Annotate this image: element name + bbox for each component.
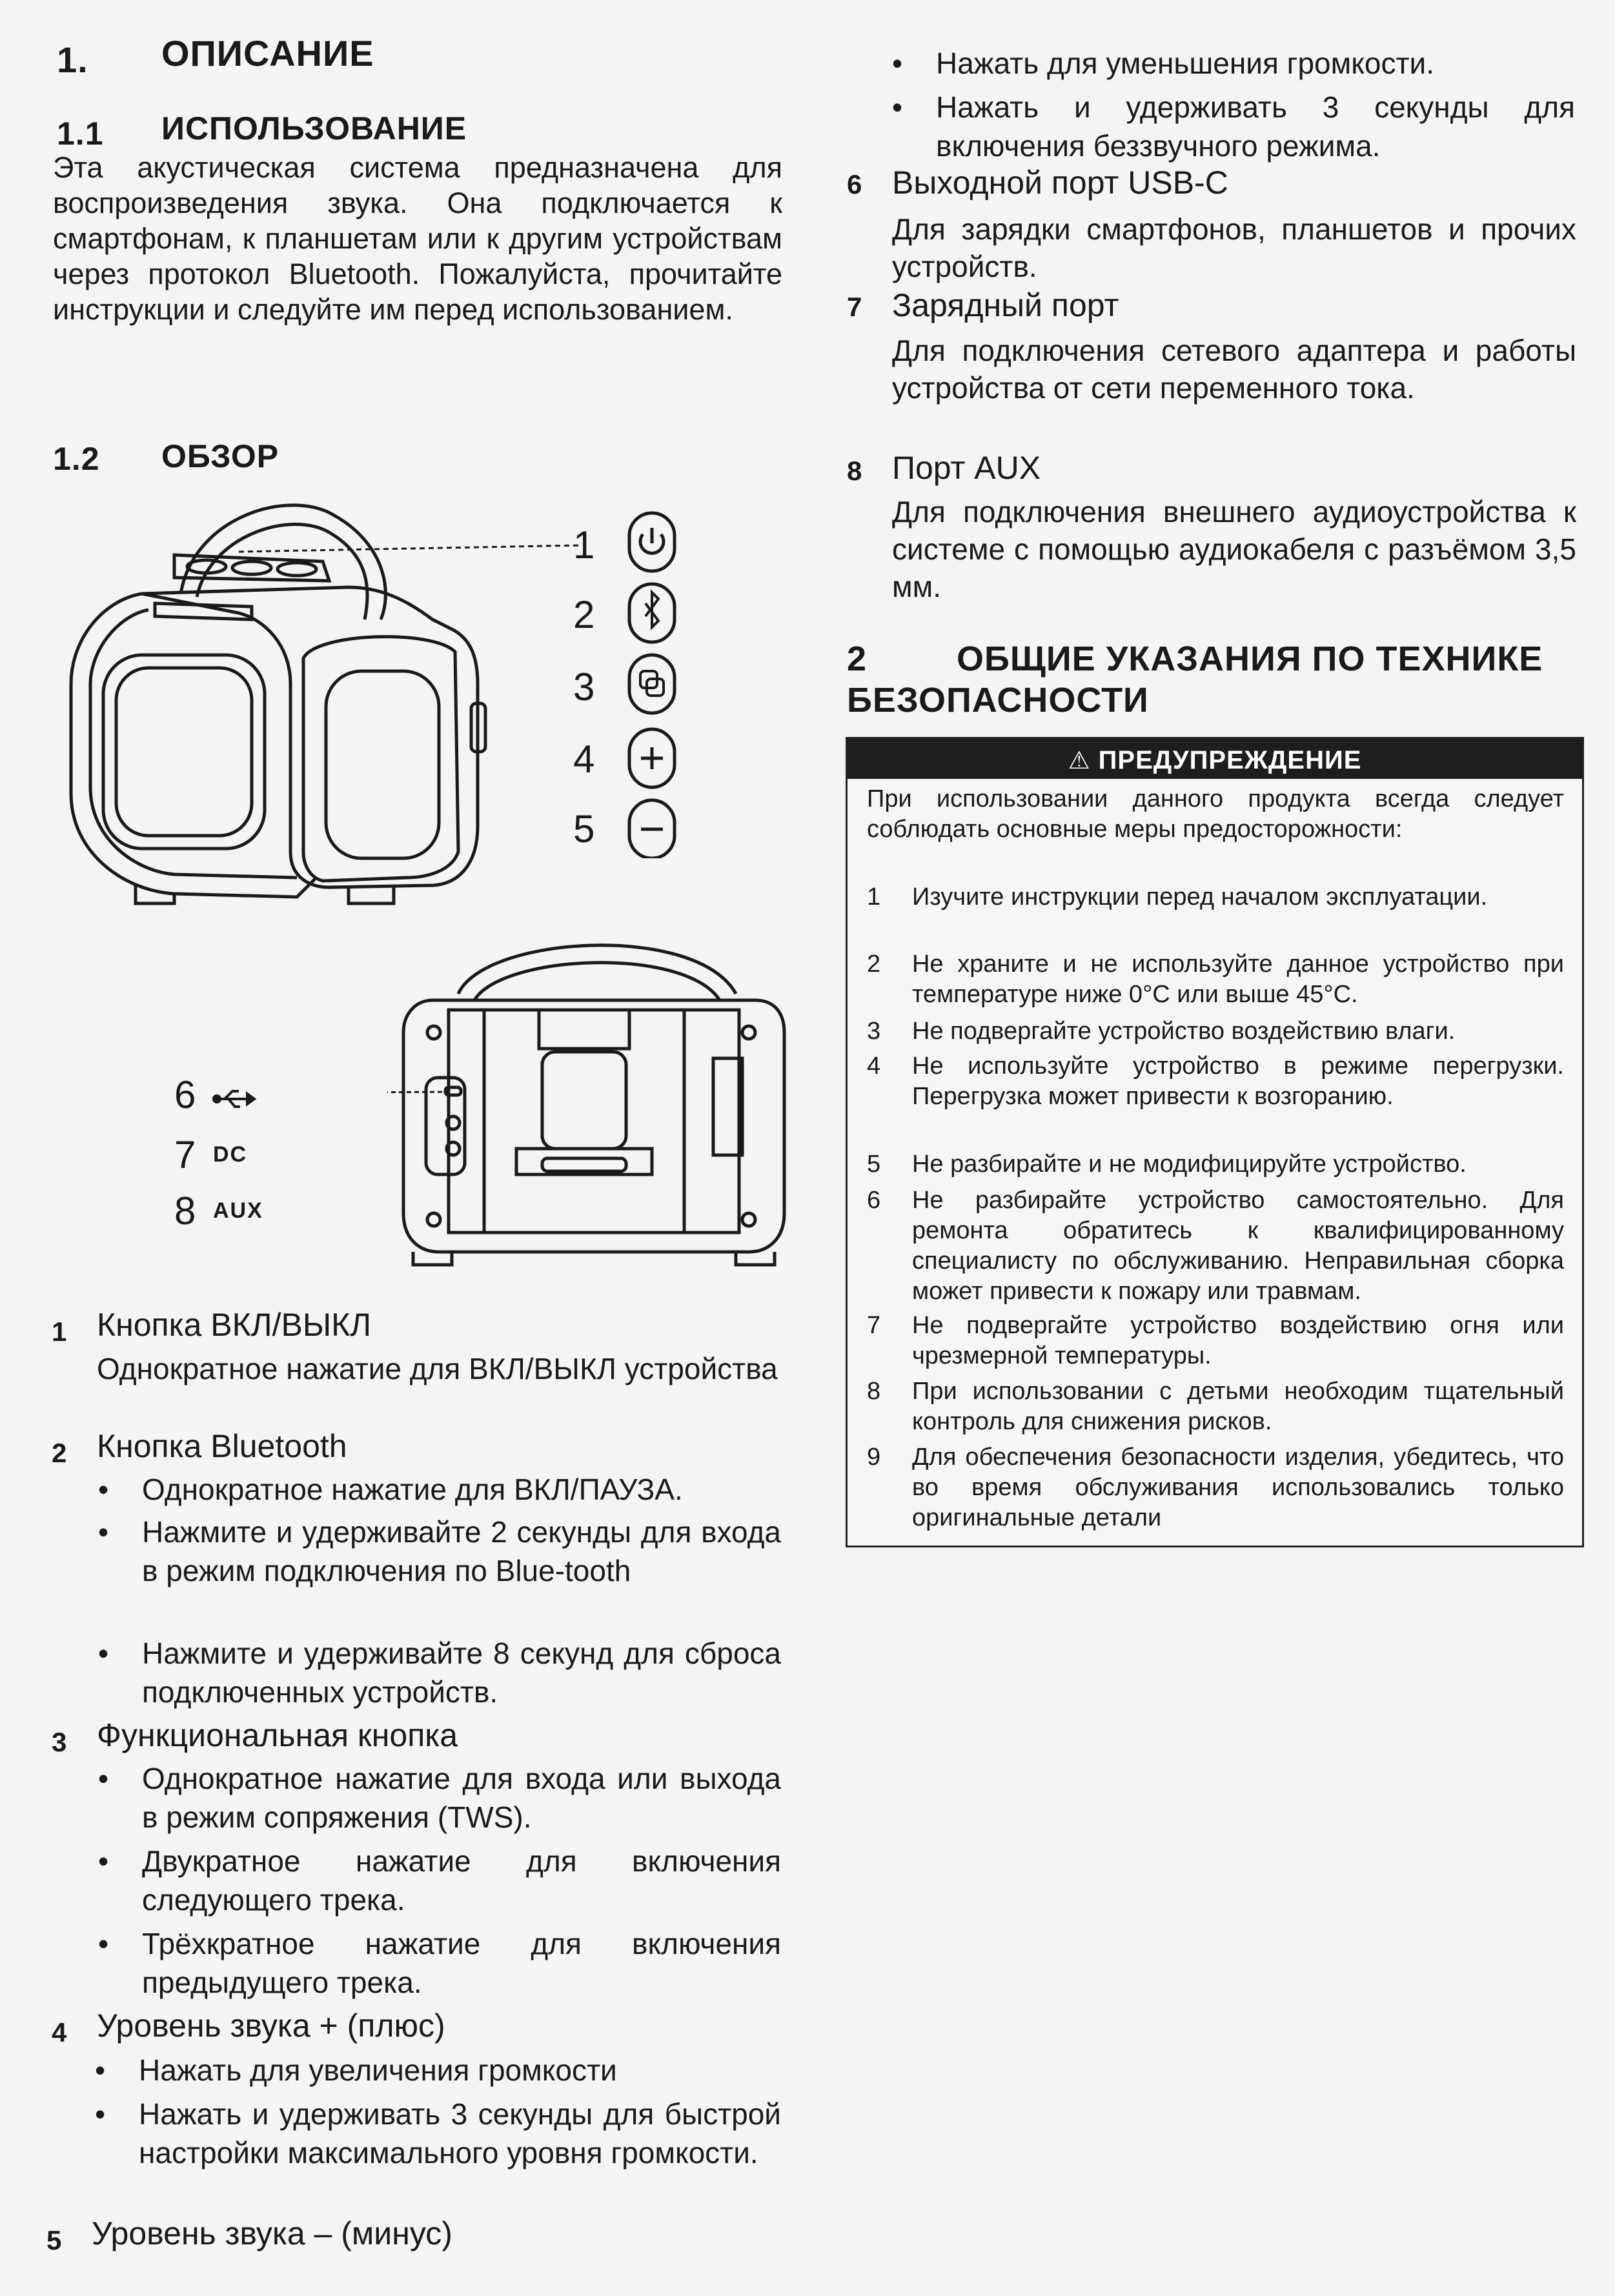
warning-item-number: 3 xyxy=(867,1018,881,1045)
diagram-label-1: 1 xyxy=(573,523,595,567)
section-1-1-title: ИСПОЛЬЗОВАНИЕ xyxy=(161,110,467,146)
warning-header-text: ПРЕДУПРЕЖДЕНИЕ xyxy=(1098,746,1362,774)
aux-port-label: AUX xyxy=(213,1198,263,1223)
warning-item-text: Изучите инструкции перед началом эксплуатации. xyxy=(912,883,1488,911)
item-2-number: 2 xyxy=(52,1438,67,1468)
warning-item-text: Не храните и не используйте данное устройство при температуре ниже 0°C или выше 45°C. xyxy=(912,951,1564,1008)
section-1-1-number: 1.1 xyxy=(57,116,104,152)
item-3-bullet-1: • Однократное нажатие для входа или выхода в режим сопряжения (TWS). xyxy=(142,1759,781,1837)
diagram-label-5: 5 xyxy=(573,807,595,851)
speaker-rear-diagram xyxy=(387,929,800,1278)
bluetooth-icon xyxy=(645,592,658,627)
item-7-title: Зарядный порт xyxy=(892,287,1119,323)
diagram-label-8: 8 xyxy=(174,1189,196,1233)
warning-item-number: 1 xyxy=(867,883,881,911)
warning-item-text: Для обеспечения безопасности изделия, убедитесь, что во время обслуживания использовались только оригинальные детали xyxy=(912,1444,1564,1531)
item-4-bullet-2: • Нажать и удерживать 3 секунды для быстрой настройки максимального уровня громкости. xyxy=(139,2095,781,2172)
warning-box xyxy=(846,737,1584,1547)
section-2-number: 2 xyxy=(847,639,868,678)
section-1-1-text: Эта акустическая система предназначена для воспроизведения звука. Она подключается к смартфонам, к планшетам или к другим устройствам через протокол Bluetooth. Пожалуйста, прочитайте инструкции и следуйте им перед использованием. xyxy=(53,151,782,326)
item-5-number: 5 xyxy=(46,2225,62,2255)
diagram-label-2: 2 xyxy=(573,593,595,636)
section-1-heading xyxy=(57,39,88,81)
diagram-label-4: 4 xyxy=(573,738,595,781)
item-3-number: 3 xyxy=(52,1727,67,1757)
warning-item-text: Не разбирайте устройство самостоятельно. Для ремонта обратитесь к квалифицированному специалисту по обслуживанию. Неправильная сборка может привести к пожару или травмам. xyxy=(912,1187,1564,1305)
item-1-title: Кнопка ВКЛ/ВЫКЛ xyxy=(97,1307,372,1343)
warning-item-number: 5 xyxy=(867,1151,881,1178)
section-1-2-number: 1.2 xyxy=(53,441,100,477)
warning-item-7 xyxy=(867,1311,1564,1371)
warning-item-text: Не разбирайте и не модифицируйте устройство. xyxy=(912,1151,1467,1178)
item-1-number: 1 xyxy=(52,1316,67,1347)
item-4-bullet-1: • Нажать для увеличения громкости xyxy=(139,2051,781,2090)
warning-item-number: 7 xyxy=(867,1312,881,1339)
warning-item-5 xyxy=(867,1149,1564,1180)
item-5-bullet-2: • Нажать и удерживать 3 секунды для включения беззвучного режима. xyxy=(936,88,1575,165)
warning-item-text: При использовании с детьми необходим тщательный контроль для снижения рисков. xyxy=(912,1378,1564,1435)
warning-triangle-icon: ⚠ xyxy=(1068,747,1091,774)
usb-icon xyxy=(212,1086,257,1112)
section-number: 1. xyxy=(57,39,88,80)
warning-item-text: Не используйте устройство в режиме перегрузки. Перегрузка может привести к возгоранию. xyxy=(912,1052,1564,1110)
item-2-bullet-2: • Нажмите и удерживайте 2 секунды для входа в режим подключения по Blue-tooth xyxy=(142,1513,781,1590)
plus-icon xyxy=(641,747,663,769)
warning-item-number: 6 xyxy=(867,1187,881,1214)
diagram-label-7: 7 xyxy=(174,1133,196,1176)
warning-item-4 xyxy=(867,1051,1564,1112)
item-4-number: 4 xyxy=(52,2017,67,2048)
warning-item-text: Не подвергайте устройство воздействию огня или чрезмерной температуры. xyxy=(912,1312,1564,1369)
section-2-title-line1: ОБЩИЕ УКАЗАНИЯ ПО ТЕХНИКЕ xyxy=(957,639,1543,678)
item-7-number: 7 xyxy=(847,292,862,322)
warning-item-6 xyxy=(867,1185,1564,1307)
item-2-bullet-3: • Нажмите и удерживайте 8 секунд для сброса подключенных устройств. xyxy=(142,1634,781,1711)
item-6-desc: Для зарядки смартфонов, планшетов и прочих устройств. xyxy=(892,212,1576,283)
section-1-title: ОПИСАНИЕ xyxy=(161,33,374,74)
warning-header xyxy=(848,739,1582,779)
item-6-number: 6 xyxy=(847,169,862,199)
button-icons xyxy=(626,510,678,858)
warning-item-2 xyxy=(867,949,1564,1010)
warning-item-number: 9 xyxy=(867,1444,881,1471)
item-7-desc: Для подключения сетевого адаптера и работы устройства от сети переменного тока. xyxy=(892,334,1576,405)
warning-item-number: 2 xyxy=(867,951,881,978)
warning-intro: При использовании данного продукта всегда следует соблюдать основные меры предосторожности: xyxy=(867,785,1564,843)
power-icon xyxy=(640,528,664,553)
warning-item-1 xyxy=(867,882,1564,912)
warning-item-text: Не подвергайте устройство воздействию влаги. xyxy=(912,1018,1456,1045)
warning-item-number: 8 xyxy=(867,1378,881,1405)
warning-item-3 xyxy=(867,1016,1564,1047)
section-1-2-title: ОБЗОР xyxy=(161,438,279,474)
item-1-desc: Однократное нажатие для ВКЛ/ВЫКЛ устройства xyxy=(97,1352,778,1385)
item-2-bullet-1: • Однократное нажатие для ВКЛ/ПАУЗА. xyxy=(142,1470,781,1509)
item-6-title: Выходной порт USB-C xyxy=(892,165,1228,201)
warning-item-number: 4 xyxy=(867,1052,881,1080)
item-8-title: Порт AUX xyxy=(892,450,1041,486)
item-3-bullet-2: • Двукратное нажатие для включения следующего трека. xyxy=(142,1842,781,1919)
item-8-desc: Для подключения внешнего аудиоустройства к системе с помощью аудиокабеля с разъёмом 3,5 мм. xyxy=(892,495,1576,603)
diagram-label-3: 3 xyxy=(573,665,595,709)
item-4-title: Уровень звука + (плюс) xyxy=(97,2008,445,2044)
item-3-bullet-3: • Трёхкратное нажатие для включения предыдущего трека. xyxy=(142,1924,781,2002)
dc-port-label: DC xyxy=(213,1142,248,1167)
diagram-label-6: 6 xyxy=(174,1073,196,1116)
warning-item-8 xyxy=(867,1376,1564,1437)
warning-item-9 xyxy=(867,1442,1564,1533)
item-2-title: Кнопка Bluetooth xyxy=(97,1428,347,1464)
item-8-number: 8 xyxy=(847,456,862,486)
section-2-title-line2: БЕЗОПАСНОСТИ xyxy=(847,681,1149,720)
function-icon xyxy=(640,671,664,696)
item-5-bullet-1: • Нажать для уменьшения громкости. xyxy=(936,44,1575,83)
item-5-title: Уровень звука – (минус) xyxy=(92,2215,452,2251)
item-3-title: Функциональная кнопка xyxy=(97,1717,458,1753)
